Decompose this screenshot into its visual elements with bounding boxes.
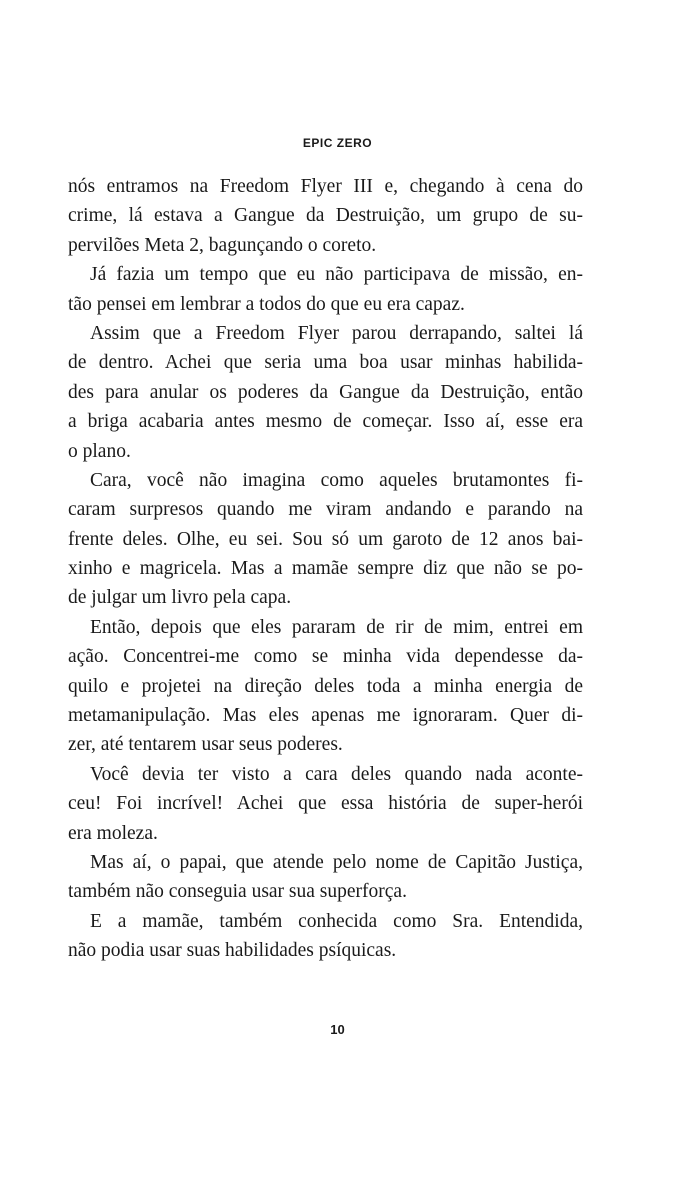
text-line: Mas aí, o papai, que atende pelo nome de Capitão Justiça,	[90, 851, 583, 873]
text-line: não podia usar suas habilidades psíquicas.	[68, 940, 397, 962]
text-line: metamanipulação. Mas eles apenas me ignoraram. Quer di-	[68, 705, 583, 727]
text-line: crime, lá estava a Gangue da Destruição, um grupo de su-	[68, 205, 583, 227]
page-number: 10	[330, 1022, 345, 1037]
text-line: Assim que a Freedom Flyer parou derrapando, saltei lá	[90, 322, 583, 344]
paragraph	[68, 907, 583, 966]
text-line: nós entramos na Freedom Flyer III e, chegando à cena do	[68, 176, 583, 197]
text-line: E a mamãe, também conhecida como Sra. Entendida,	[90, 910, 583, 932]
paragraph	[68, 466, 583, 613]
text-line: pervilões Meta 2, bagunçando o coreto.	[68, 234, 377, 256]
text-line: Já fazia um tempo que eu não participava de missão, en-	[90, 264, 583, 286]
paragraph	[68, 260, 583, 319]
text-line: a briga acabaria antes mesmo de começar. Isso aí, esse era	[68, 411, 583, 433]
text-line: ação. Concentrei-me como se minha vida dependesse da-	[68, 646, 583, 668]
text-line: de dentro. Achei que seria uma boa usar minhas habilida-	[68, 352, 583, 374]
text-line: de julgar um livro pela capa.	[68, 587, 292, 609]
text-line: tão pensei em lembrar a todos do que eu era capaz.	[68, 293, 465, 315]
text-line: era moleza.	[68, 822, 158, 844]
text-line: zer, até tentarem usar seus poderes.	[68, 734, 343, 756]
text-line: Então, depois que eles pararam de rir de mim, entrei em	[90, 616, 583, 638]
text-line: também não conseguia usar sua superforça.	[68, 881, 407, 903]
paragraph	[68, 172, 583, 260]
text-line: quilo e projetei na direção deles toda a minha energia de	[68, 675, 583, 697]
text-line: xinho e magricela. Mas a mamãe sempre diz que não se po-	[68, 558, 583, 580]
running-head: EPIC ZERO	[302, 136, 373, 150]
paragraph	[68, 319, 583, 466]
text-line: frente deles. Olhe, eu sei. Sou só um garoto de 12 anos bai-	[68, 528, 583, 550]
text-line: ceu! Foi incrível! Achei que essa história de super-herói	[68, 793, 583, 815]
text-line: Cara, você não imagina como aqueles brutamontes fi-	[90, 469, 583, 491]
text-line: des para anular os poderes da Gangue da Destruição, então	[68, 381, 583, 403]
text-line: Você devia ter visto a cara deles quando nada aconte-	[90, 763, 583, 785]
body-text	[68, 172, 583, 966]
text-line: caram surpresos quando me viram andando e parando na	[68, 499, 583, 521]
paragraph	[68, 760, 583, 848]
paragraph	[68, 848, 583, 907]
paragraph	[68, 613, 583, 760]
text-line: o plano.	[68, 440, 131, 462]
